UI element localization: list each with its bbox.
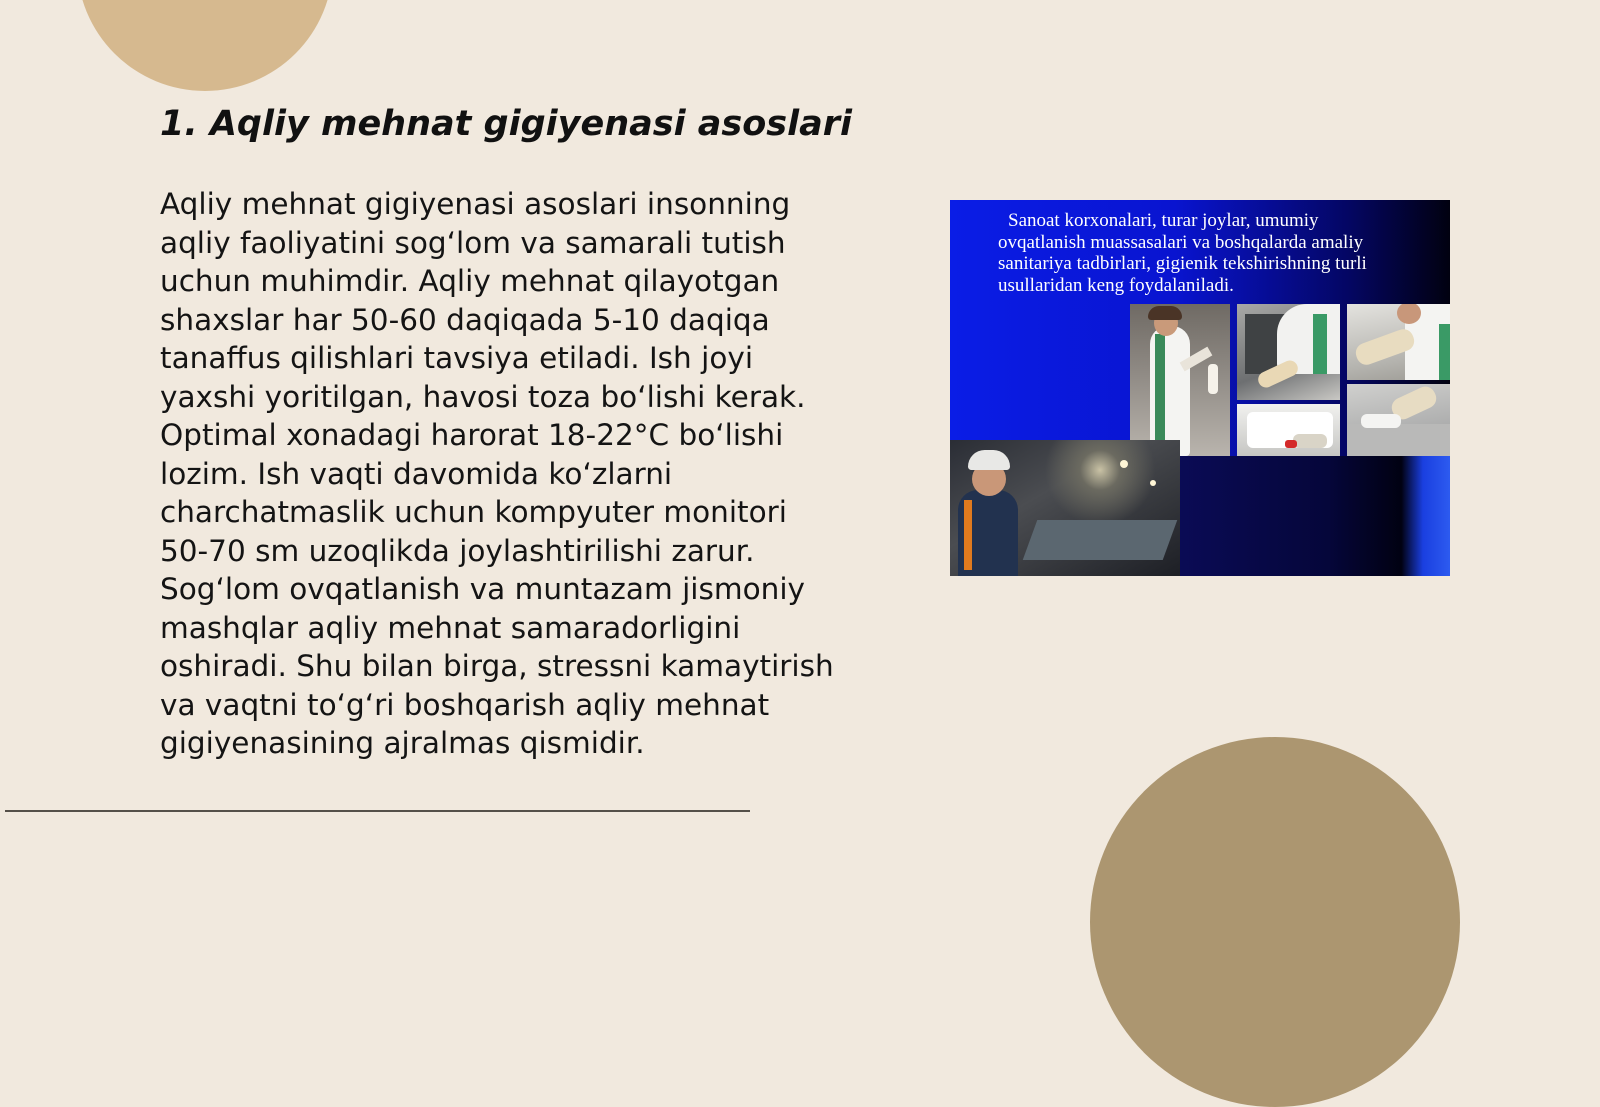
slide-body-text: Aqliy mehnat gigiyenasi asoslari insonning aqliy faoliyatini sog‘lom va samarali tutish uchun muhimdir. Aqliy mehnat qilayotgan shaxslar har 50-60 daqiqada 5-10 daqiqa tanaffus qilishlari tavsiya etiladi. Ish joyi yaxshi yoritilgan, havosi toza bo‘lishi kerak. Optimal xonadagi harorat 18-22°C bo‘lishi lozim. Ish vaqti davomida ko‘zlarni charchatmaslik uchun kompyuter monitori 50-70 sm uzoqlikda joylashtirilishi zarur. Sog‘lom ovqatlanish va muntazam jismoniy mashqlar aqliy mehnat samaradorligini oshiradi. Shu bilan birga, stressni kamaytirish va vaqtni to‘g‘ri boshqarish aqliy mehnat gigiyenasining ajralmas qismidir.: [160, 187, 834, 760]
photo-tile-equipment-cleaning: [1237, 304, 1340, 400]
photo-tile-cloth-hand: [1237, 404, 1340, 456]
sanitation-photo-collage: [950, 200, 1450, 576]
photo-tile-wall-cleaning: [1130, 304, 1230, 456]
photo-tile-surface-wiping: [1347, 384, 1450, 456]
photo-tile-blue-block: [1180, 456, 1450, 576]
decorative-circle-top: [77, 0, 333, 91]
slide-title: 1. Aqliy mehnat gigiyenasi asoslari: [160, 104, 852, 144]
decorative-circle-bottom: [1090, 737, 1460, 1107]
photo-caption: Sanoat korxonalari, turar joylar, umumiy ovqatlanish muassasalari va boshqalarda amaliy sanitariya tadbirlari, gigienik tekshirishning turli usullaridan keng foydalaniladi.: [998, 210, 1367, 296]
divider-line: [5, 810, 750, 812]
photo-tile-factory-worker: [950, 440, 1180, 576]
photo-tile-glove-worker: [1347, 304, 1450, 380]
